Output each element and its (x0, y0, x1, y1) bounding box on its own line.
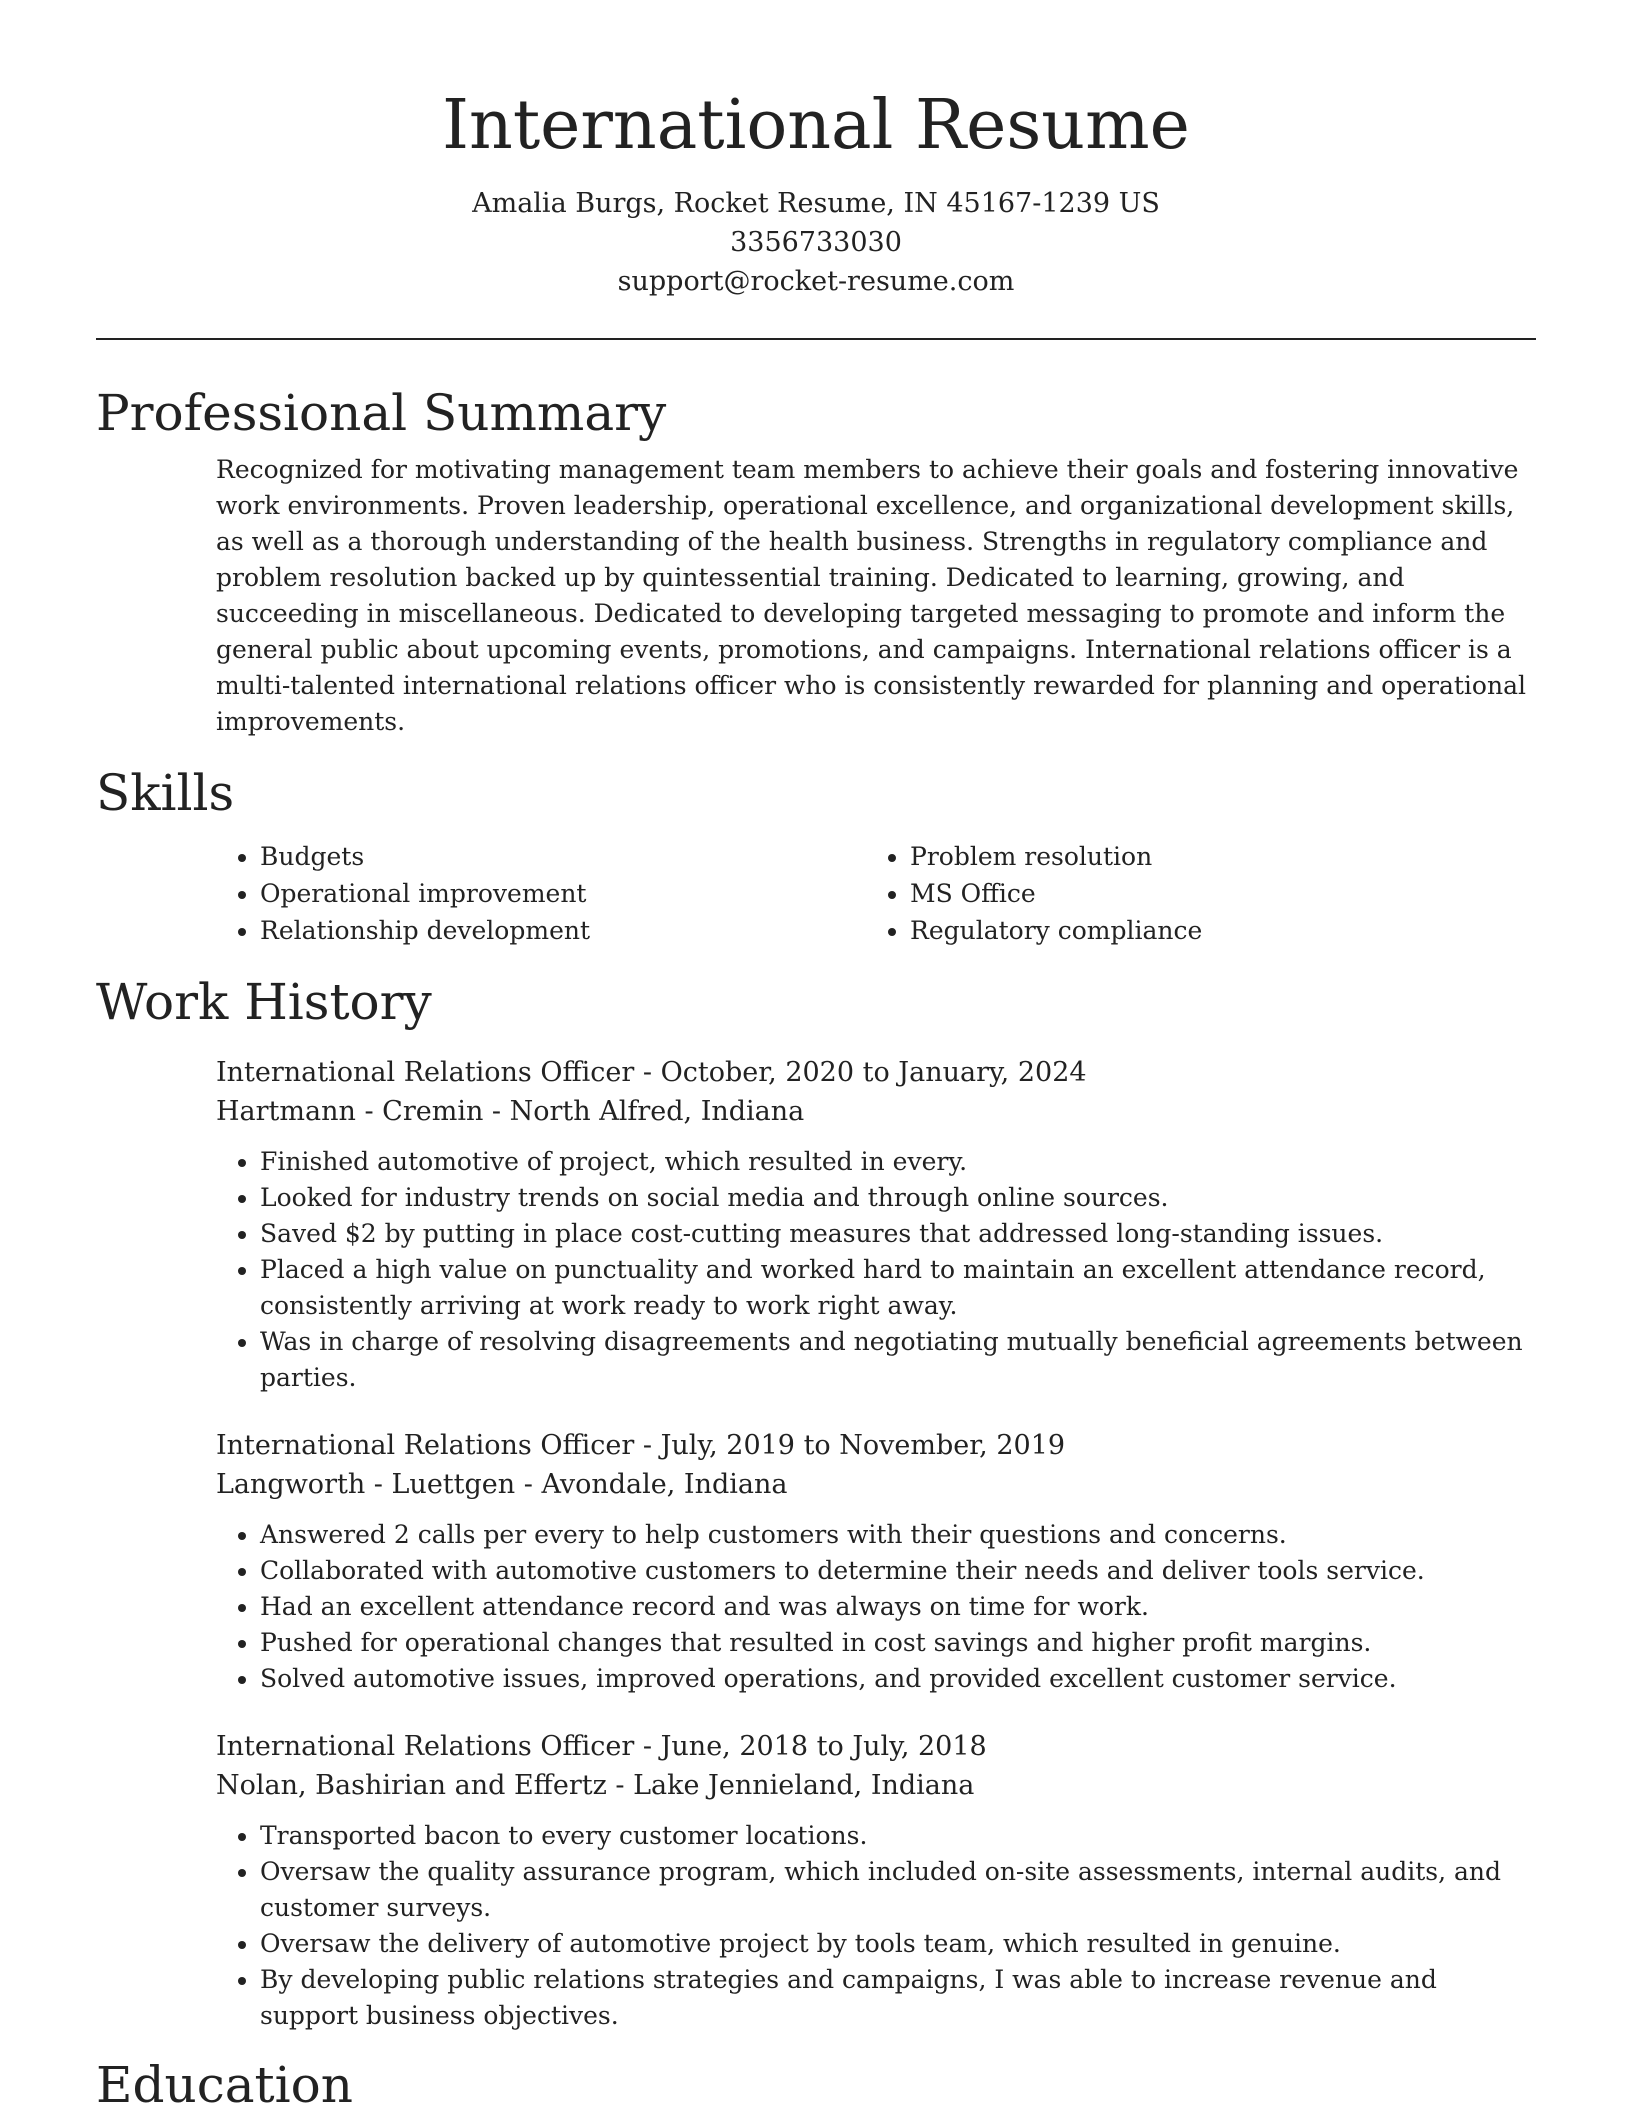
job-dates: June, 2018 to July, 2018 (660, 1731, 987, 1762)
job-bullet: • Oversaw the delivery of automotive project by tools team, which resulted in genuine. (260, 1926, 1536, 1962)
job-bullet: • Placed a high value on punctuality and worked hard to maintain an excellent attendance record, consistently arriving at work ready to work right away. (260, 1252, 1536, 1324)
skills-list (96, 838, 1536, 949)
skill-item: • Problem resolution (910, 838, 1516, 875)
job-location: Lake Jennieland, Indiana (633, 1770, 975, 1801)
job-bullet: • Was in charge of resolving disagreements and negotiating mutually beneficial agreements between parties. (260, 1324, 1536, 1396)
job-company-line: Langworth - Luettgen - Avondale, Indiana (216, 1469, 788, 1500)
job-company: Nolan, Bashirian and Effertz (216, 1770, 607, 1801)
job-location: Avondale, Indiana (541, 1469, 788, 1500)
skills-heading: Skills (96, 764, 235, 822)
job-entry (96, 1053, 1536, 1396)
job-title-line: International Relations Officer - July, 2019 to November, 2019 (216, 1430, 1066, 1461)
job-dates: July, 2019 to November, 2019 (660, 1430, 1066, 1461)
skill-item: • Regulatory compliance (910, 912, 1516, 949)
job-company-line: Nolan, Bashirian and Effertz - Lake Jennieland, Indiana (216, 1770, 975, 1801)
resume-header (96, 0, 1536, 301)
job-bullets (216, 1144, 1536, 1396)
job-title: International Relations Officer (216, 1057, 635, 1088)
job-bullets (216, 1517, 1536, 1697)
summary-heading: Professional Summary (96, 384, 667, 442)
job-title: International Relations Officer (216, 1430, 635, 1461)
skills-section (96, 760, 1536, 949)
summary-section (96, 380, 1536, 740)
work-history-heading: Work History (96, 973, 432, 1031)
job-bullet: • Oversaw the quality assurance program, which included on-site assessments, internal audits, and customer surveys. (260, 1854, 1536, 1926)
skill-item: • Relationship development (260, 912, 866, 949)
contact-phone: 3356733030 (730, 227, 902, 258)
education-heading: Education (96, 2056, 353, 2114)
header-divider (96, 338, 1536, 340)
job-title: International Relations Officer (216, 1731, 635, 1762)
job-company: Langworth - Luettgen (216, 1469, 516, 1500)
skills-column-left (216, 838, 866, 949)
skill-item: • MS Office (910, 875, 1516, 912)
job-bullet: • Had an excellent attendance record and was always on time for work. (260, 1589, 1536, 1625)
page-title: International Resume (442, 86, 1190, 165)
job-title-line: International Relations Officer - October, 2020 to January, 2024 (216, 1057, 1087, 1088)
job-company-line: Hartmann - Cremin - North Alfred, Indiana (216, 1096, 805, 1127)
summary-text: Recognized for motivating management team members to achieve their goals and fostering innovative work environments. Proven leadership, operational excellence, and organizational development skills, as well as a thorough understanding of the health business. Strengths in regulatory compliance and problem resolution backed up by quintessential training. Dedicated to learning, growing, and succeeding in miscellaneous. Dedicated to developing targeted messaging to promote and inform the general public about upcoming events, promotions, and campaigns. International relations officer is a multi-talented international relations officer who is consistently rewarded for planning and operational improvements. (216, 455, 1526, 736)
education-section (96, 2052, 1536, 2118)
job-location: North Alfred, Indiana (509, 1096, 805, 1127)
contact-email: support@rocket-resume.com (617, 266, 1015, 297)
job-bullet: • Saved $2 by putting in place cost-cutting measures that addressed long-standing issues. (260, 1216, 1536, 1252)
contact-address: Amalia Burgs, Rocket Resume, IN 45167-1239 US (472, 188, 1160, 219)
job-company: Hartmann - Cremin (216, 1096, 484, 1127)
job-dates: October, 2020 to January, 2024 (660, 1057, 1087, 1088)
job-bullet: • Looked for industry trends on social media and through online sources. (260, 1180, 1536, 1216)
skill-item: • Budgets (260, 838, 866, 875)
contact-block (96, 184, 1536, 301)
job-entry (96, 1426, 1536, 1697)
job-entry (96, 1727, 1536, 2034)
job-bullet: • Solved automotive issues, improved operations, and provided excellent customer service. (260, 1661, 1536, 1697)
job-title-line: International Relations Officer - June, 2018 to July, 2018 (216, 1731, 987, 1762)
job-bullet: • By developing public relations strategies and campaigns, I was able to increase revenue and support business objectives. (260, 1962, 1536, 2034)
job-bullets (216, 1818, 1536, 2034)
skills-column-right (866, 838, 1516, 949)
work-history-section (96, 969, 1536, 2034)
job-bullet: • Answered 2 calls per every to help customers with their questions and concerns. (260, 1517, 1536, 1553)
job-bullet: • Collaborated with automotive customers to determine their needs and deliver tools service. (260, 1553, 1536, 1589)
resume-page (96, 0, 1536, 2118)
job-bullet: • Pushed for operational changes that resulted in cost savings and higher profit margins. (260, 1625, 1536, 1661)
skill-item: • Operational improvement (260, 875, 866, 912)
job-bullet: • Transported bacon to every customer locations. (260, 1818, 1536, 1854)
job-bullet: • Finished automotive of project, which resulted in every. (260, 1144, 1536, 1180)
